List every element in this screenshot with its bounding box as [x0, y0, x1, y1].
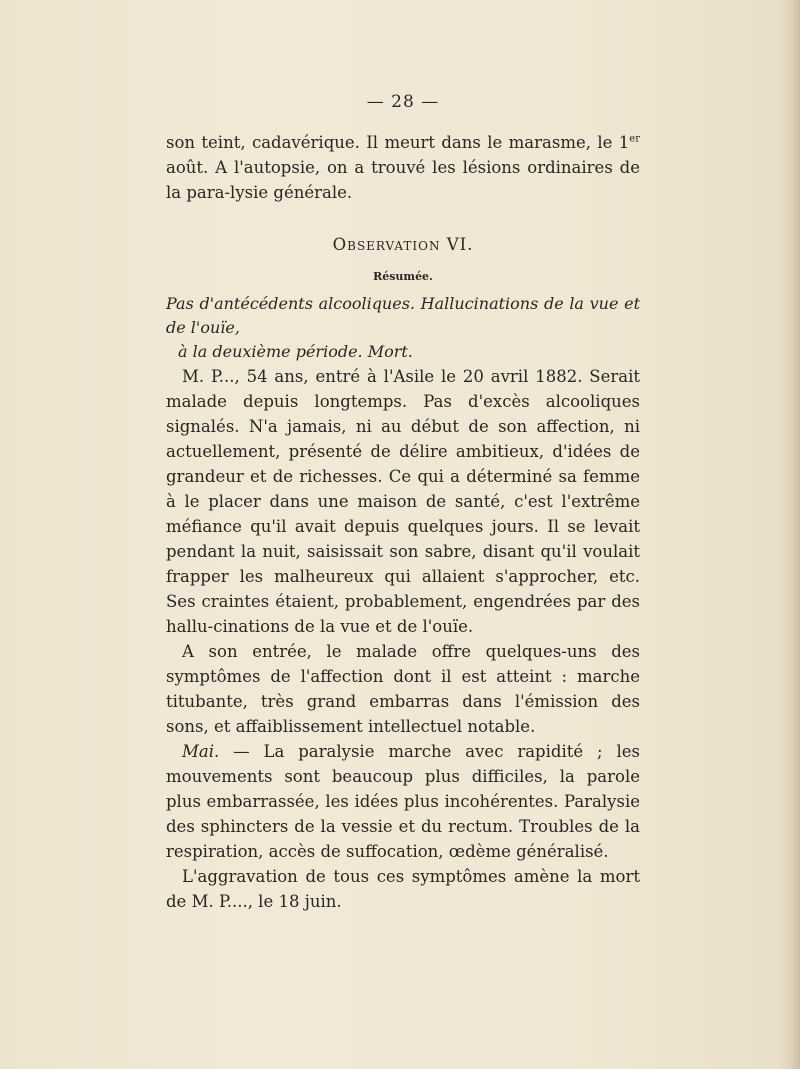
may-label: Mai. — [182, 742, 220, 761]
summary-line-1: Pas d'antécédents alcooliques. Hallucinations de la vue et de l'ouïe, — [166, 294, 640, 337]
body-paragraph-2: A son entrée, le malade offre quelques-uns des symptômes de l'affection dont il est atteint : marche titubante, très grand embarras dans l'émission des sons, et affaiblissement intellectuel notable. — [166, 642, 640, 736]
observation-title: Observation VI. — [332, 235, 474, 254]
summary-paragraph — [166, 292, 640, 364]
intro-text-after: août. A l'autopsie, on a trouvé les lésions ordinaires de la para-lysie générale. — [166, 158, 640, 202]
page-number: — 28 — — [366, 92, 440, 112]
may-text: — La paralysie marche avec rapidité ; les mouvements sont beaucoup plus difficiles, la parole plus embarrassée, les idées plus incohérentes. Paralysie des sphincters de la vessie et du rectum. Troubles de la respiration, accès de suffocation, œdème généralisé. — [166, 742, 640, 861]
conclusion-paragraph: L'aggravation de tous ces symptômes amène la mort de M. P...., le 18 juin. — [166, 867, 640, 911]
may-paragraph — [166, 739, 640, 864]
page-edge-shadow — [778, 0, 800, 1069]
intro-text-before: son teint, cadavérique. Il meurt dans le marasme, le 1 — [166, 133, 630, 152]
superscript-er: er — [629, 133, 640, 145]
document-body — [166, 92, 640, 914]
body-paragraph-1: M. P..., 54 ans, entré à l'Asile le 20 avril 1882. Serait malade depuis longtemps. Pas d'excès alcooliques signalés. N'a jamais, ni au début de son affection, ni actuellement, présenté de délire ambitieux, d'idées de grandeur et de richesses. Ce qui a déterminé sa femme à le placer dans une maison de santé, c'est l'extrême méfiance qu'il avait depuis quelques jours. Il se levait pendant la nuit, saisissait son sabre, disant qu'il voulait frapper les malheureux qui allaient s'approcher, etc. Ses craintes étaient, probablement, engendrées par des hallu-cinations de la vue et de l'ouïe. — [166, 367, 640, 636]
summary-line-2: à la deuxième période. Mort. — [178, 342, 413, 361]
resume-label: Résumée. — [373, 270, 433, 283]
intro-paragraph — [166, 130, 640, 205]
